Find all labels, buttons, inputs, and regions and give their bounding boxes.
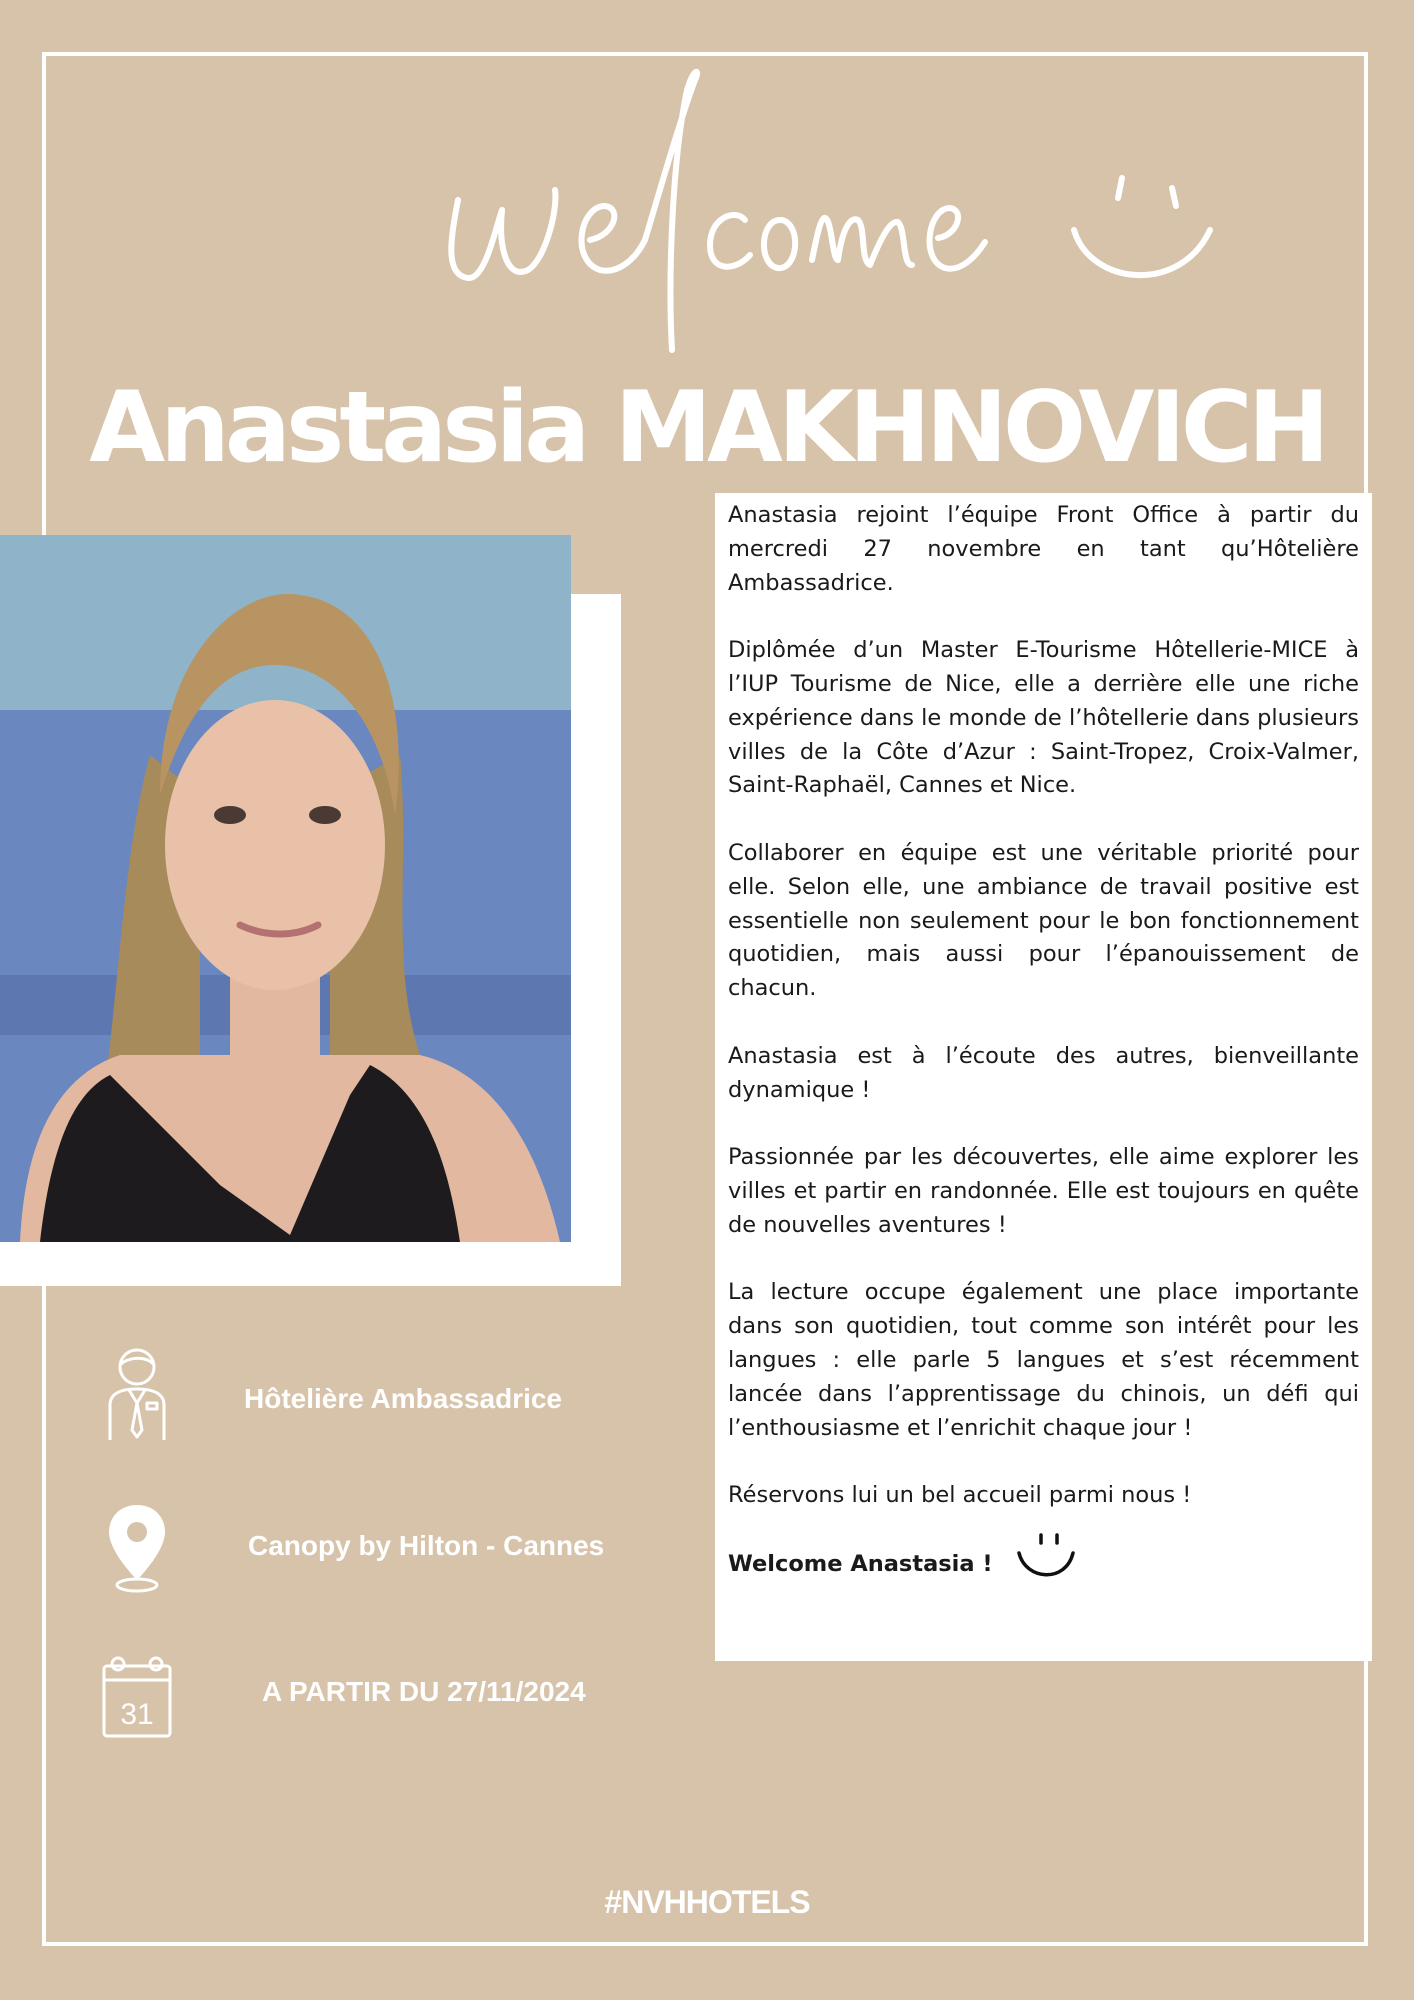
closing-line [728, 1547, 1359, 1583]
employee-first-name: Anastasia [89, 371, 586, 485]
biography-panel [715, 493, 1372, 1661]
small-smiley-icon [1011, 1531, 1081, 1583]
employee-icon [92, 1345, 182, 1445]
hashtag-footer: #NVHHOTELS [604, 1884, 810, 1920]
employee-last-name: MAKHNOVICH [614, 371, 1325, 485]
closing-text: Welcome Anastasia ! [728, 1550, 993, 1577]
bio-paragraph: Diplômée d’un Master E-Tourisme Hôtellerie-MICE à l’IUP Tourisme de Nice, elle a derrière elle une riche expérience dans le monde de l’hôtellerie dans plusieurs villes de la Côte d’Azur : Saint-Tropez, Croix-Valmer, Saint-Raphaël, Cannes et Nice. [728, 637, 1359, 799]
bio-paragraph: Anastasia rejoint l’équipe Front Office à partir du mercredi 27 novembre en tant qu’Hôtelière Ambassadrice. [728, 502, 1359, 596]
location-pin-icon [92, 1500, 182, 1600]
info-location-row [92, 1500, 652, 1610]
bio-paragraph: Anastasia est à l’écoute des autres, bienveillante dynamique ! [728, 1042, 1359, 1103]
location-label: Canopy by Hilton - Cannes [248, 1530, 605, 1561]
bio-paragraph: Réservons lui un bel accueil parmi nous ! [728, 1482, 1192, 1509]
smiley-face-icon [1060, 170, 1220, 300]
bio-paragraph: La lecture occupe également une place importante dans son quotidien, tout comme son intérêt pour les langues : elle parle 5 langues et s’est récemment lancée dans l’apprentissage du chinois, un défi qui l’enthousiasme et l’enrichit chaque jour ! [728, 1279, 1359, 1441]
start-date-label: A PARTIR DU 27/11/2024 [262, 1676, 586, 1707]
welcome-script-heading [440, 60, 1000, 360]
employee-name [0, 368, 1414, 488]
calendar-day-number: 31 [120, 1698, 154, 1731]
info-date-row [92, 1652, 652, 1762]
portrait-photo [0, 535, 571, 1242]
bio-paragraph: Passionnée par les découvertes, elle aime explorer les villes et partir en randonnée. Elle est toujours en quête de nouvelles aventures ! [728, 1144, 1359, 1238]
role-label: Hôtelière Ambassadrice [244, 1383, 562, 1414]
bio-paragraph: Collaborer en équipe est une véritable priorité pour elle. Selon elle, une ambiance de travail positive est essentielle non seulement pour le bon fonctionnement quotidien, mais aussi pour l’épanouissement de chacun. [728, 839, 1359, 1002]
calendar-icon [92, 1652, 182, 1752]
info-role-row [92, 1345, 652, 1455]
